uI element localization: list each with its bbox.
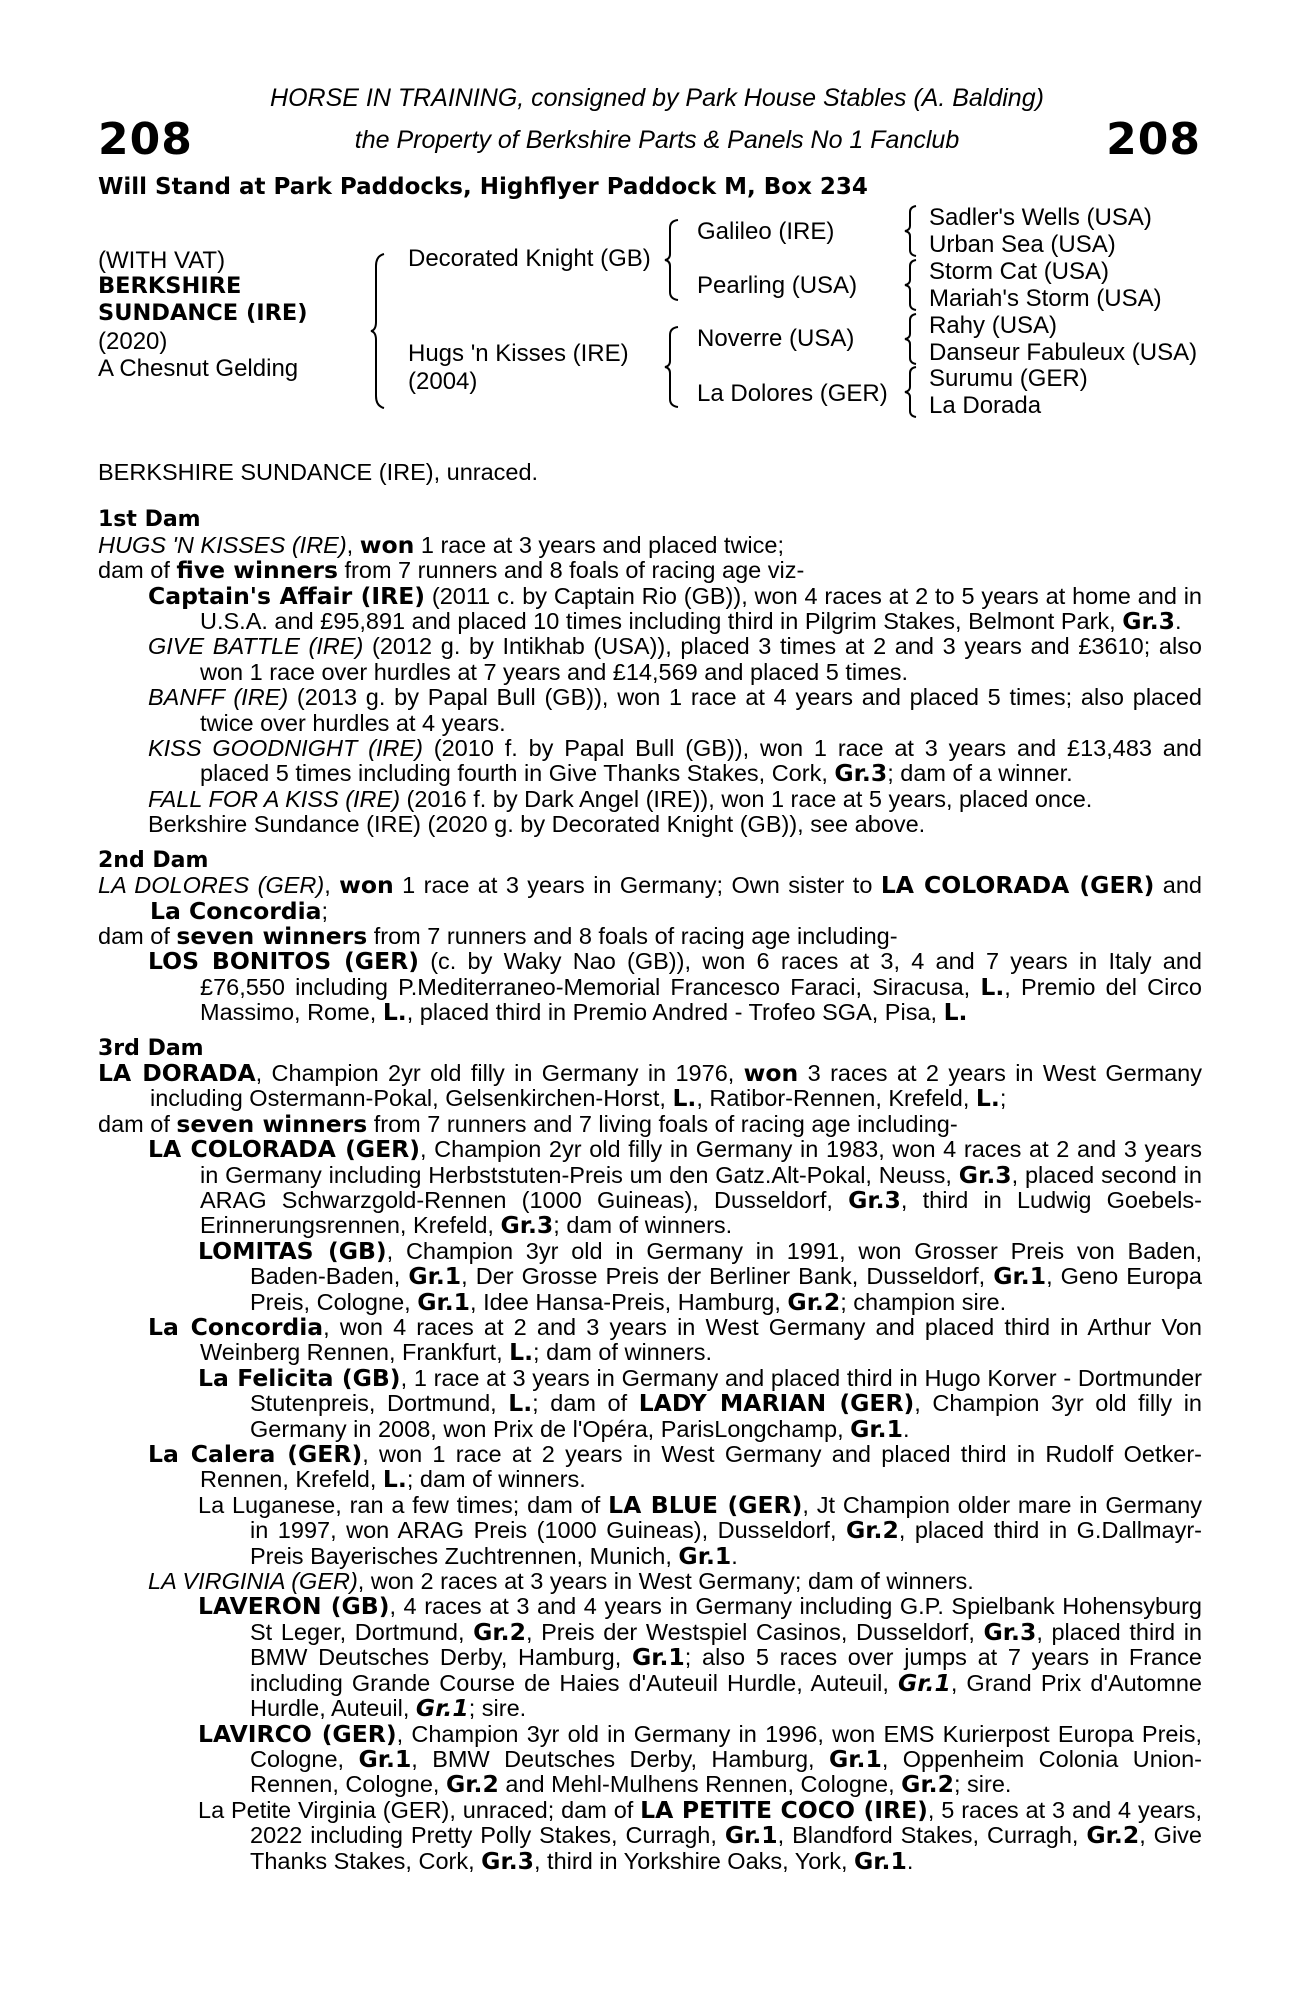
consignor-line: HORSE IN TRAINING, consigned by Park House Stables (A. Balding) [270, 84, 1044, 112]
lot-number-right: 208 [1106, 114, 1201, 165]
second-dam-produce-summary: dam of seven winners from 7 runners and 8 foals of racing age including- [98, 921, 898, 950]
dam-sire: Noverre (USA) [697, 325, 855, 352]
horse-description: A Chesnut Gelding [98, 355, 299, 382]
gen3-brace-1 [904, 204, 920, 258]
produce-los-bonitos: LOS BONITOS (GER) (c. by Waky Nao (GB)), won 6 races at 3, 4 and 7 years in Italy and £76,550 including P.Mediterraneo-Memorial Francesco Faraci, Siracusa, L., Premio del Circo Massimo, Rome, L., placed third in Premio Andred - Trofeo SGA, Pisa, L. [148, 947, 1203, 1027]
first-dam-entry: HUGS 'N KISSES (IRE), won 1 race at 3 years and placed twice; [98, 530, 785, 559]
horse-year: (2020) [98, 328, 168, 355]
produce-lavirco: LAVIRCO (GER), Champion 3yr old in Germany in 1996, won EMS Kurierpost Europa Preis, Cologne, Gr.1, BMW Deutsches Derby, Hamburg, Gr.1, Oppenheim Colonia Union-Rennen, Cologne, Gr.2 and Mehl-Mulhens Rennen, Cologne, Gr.2; sire. [198, 1719, 1203, 1799]
gen3-dss: Rahy (USA) [929, 312, 1058, 339]
produce-lomitas: LOMITAS (GB), Champion 3yr old in Germany in 1991, won Grosser Preis von Baden, Baden-Baden, Gr.1, Der Grosse Preis der Berliner Bank, Dusseldorf, Gr.1, Geno Europa Preis, Cologne, Gr.1, Idee Hansa-Preis, Hamburg, Gr.2; champion sire. [198, 1236, 1202, 1316]
dam: Hugs 'n Kisses (IRE) [408, 340, 629, 367]
produce-give-battle: GIVE BATTLE (IRE) (2012 g. by Intikhab (USA)), placed 3 times at 2 and 3 years and £3610; also won 1 race over hurdles at 7 years and £14,569 and placed 5 times. [148, 633, 1202, 685]
sire: Decorated Knight (GB) [408, 245, 651, 272]
produce-la-colorada: LA COLORADA (GER), Champion 2yr old filly in Germany in 1983, won 4 races at 2 and 3 years in Germany including Herbststuten-Preis um den Gatz.Alt-Pokal, Neuss, Gr.3, placed second in ARAG Schwarzgold-Rennen (1000 Guineas), Dusseldorf, Gr.3, third in Ludwig Goebels-Erinnerungsrennen, Krefeld, Gr.3; dam of winners. [148, 1135, 1203, 1240]
dam-brace [664, 325, 682, 409]
gen3-ssd: Urban Sea (USA) [929, 231, 1116, 258]
gen3-dsd: Danseur Fabuleux (USA) [929, 339, 1198, 366]
third-dam-heading: 3rd Dam [98, 1035, 204, 1061]
gen3-brace-2 [904, 258, 920, 312]
produce-la-felicita: La Felicita (GB), 1 race at 3 years in Germany and placed third in Hugo Korver - Dortmunder Stutenpreis, Dortmund, L.; dam of LADY MARIAN (GER), Champion 3yr old filly in Germany in 2008, won Prix de l'Opéra, ParisLongchamp, Gr.1. [198, 1363, 1202, 1443]
horse-name-2: SUNDANCE (IRE) [98, 300, 308, 326]
produce-la-concordia: La Concordia, won 4 races at 2 and 3 years in West Germany and placed third in Arthur Von Weinberg Rennen, Frankfurt, L.; dam of winners. [148, 1313, 1202, 1367]
first-dam-heading: 1st Dam [98, 507, 201, 533]
gen3-brace-4 [904, 365, 920, 419]
vat-note: (WITH VAT) [98, 247, 226, 274]
sire-sire: Galileo (IRE) [697, 218, 835, 245]
horse-name-1: BERKSHIRE [98, 273, 242, 299]
stand-location: Will Stand at Park Paddocks, Highflyer Paddock M, Box 234 [98, 174, 868, 200]
second-dam-heading: 2nd Dam [98, 847, 209, 873]
gen3-sdd: Mariah's Storm (USA) [929, 285, 1162, 312]
produce-banff: BANFF (IRE) (2013 g. by Papal Bull (GB)), won 1 race at 4 years and placed 5 times; also placed twice over hurdles at 4 years. [148, 684, 1202, 736]
dam-dam: La Dolores (GER) [697, 380, 888, 407]
first-dam-produce-summary: dam of five winners from 7 runners and 8 foals of racing age viz- [98, 556, 805, 585]
gen3-brace-3 [904, 312, 920, 366]
produce-la-luganese: La Luganese, ran a few times; dam of LA BLUE (GER), Jt Champion older mare in Germany in 1997, won ARAG Preis (1000 Guineas), Dusseldorf, Gr.2, placed third in G.Dallmayr-Preis Bayerisches Zuchtrennen, Munich, Gr.1. [198, 1490, 1202, 1570]
third-dam-entry: LA DORADA, Champion 2yr old filly in Germany in 1976, won 3 races at 2 years in West Germany including Ostermann-Pokal, Gelsenkirchen-Horst, L., Ratibor-Rennen, Krefeld, L.; [98, 1058, 1202, 1113]
sire-dam: Pearling (USA) [697, 272, 858, 299]
produce-la-calera: La Calera (GER), won 1 race at 2 years in West Germany and placed third in Rudolf Oetker-Rennen, Krefeld, L.; dam of winners. [148, 1440, 1202, 1494]
sire-brace [664, 218, 682, 302]
third-dam-produce-summary: dam of seven winners from 7 runners and 7 living foals of racing age including- [98, 1109, 958, 1138]
produce-berkshire-sundance: Berkshire Sundance (IRE) (2020 g. by Decorated Knight (GB)), see above. [148, 811, 926, 838]
produce-laveron: LAVERON (GB), 4 races at 3 and 4 years in Germany including G.P. Spielbank Hohensyburg St Leger, Dortmund, Gr.2, Preis der Westspiel Casinos, Dusseldorf, Gr.3, placed third in BMW Deutsches Derby, Hamburg, Gr.1; also 5 races over jumps at 7 years in France including Grande Course de Haies d'Auteuil Hurdle, Auteuil, Gr.1, Grand Prix d'Automne Hurdle, Auteuil, Gr.1; sire. [198, 1592, 1202, 1723]
gen3-ddd: La Dorada [929, 392, 1042, 419]
second-dam-entry: LA DOLORES (GER), won 1 race at 3 years in Germany; Own sister to LA COLORADA (GER) and La Concordia; [98, 871, 1202, 925]
produce-kiss-goodnight: KISS GOODNIGHT (IRE) (2010 f. by Papal Bull (GB)), won 1 race at 3 years and £13,483 and placed 5 times including fourth in Give Thanks Stakes, Cork, Gr.3; dam of a winner. [148, 735, 1202, 788]
produce-la-virginia: LA VIRGINIA (GER), won 2 races at 3 years in West Germany; dam of winners. [148, 1568, 974, 1595]
pedigree-brace [370, 252, 388, 410]
dam-year: (2004) [408, 368, 478, 395]
catalogue-body [98, 460, 1202, 1874]
intro-line: BERKSHIRE SUNDANCE (IRE), unraced. [98, 459, 539, 485]
lot-number-left: 208 [98, 114, 193, 165]
property-line: the Property of Berkshire Parts & Panels No 1 Fanclub [354, 126, 960, 154]
gen3-sds: Storm Cat (USA) [929, 258, 1110, 285]
gen3-sss: Sadler's Wells (USA) [929, 204, 1152, 231]
gen3-dds: Surumu (GER) [929, 365, 1088, 392]
produce-captains-affair: Captain's Affair (IRE) (2011 c. by Captain Rio (GB)), won 4 races at 2 to 5 years at home and in U.S.A. and £95,891 and placed 10 times including third in Pilgrim Stakes, Belmont Park, Gr.3. [148, 581, 1203, 636]
produce-la-petite-virginia: La Petite Virginia (GER), unraced; dam of LA PETITE COCO (IRE), 5 races at 3 and 4 years, 2022 including Pretty Polly Stakes, Curragh, Gr.1, Blandford Stakes, Curragh, Gr.2, Give Thanks Stakes, Cork, Gr.3, third in Yorkshire Oaks, York, Gr.1. [198, 1795, 1202, 1875]
produce-fall-for-a-kiss: FALL FOR A KISS (IRE) (2016 f. by Dark Angel (IRE)), won 1 race at 5 years, placed once. [148, 785, 1093, 812]
